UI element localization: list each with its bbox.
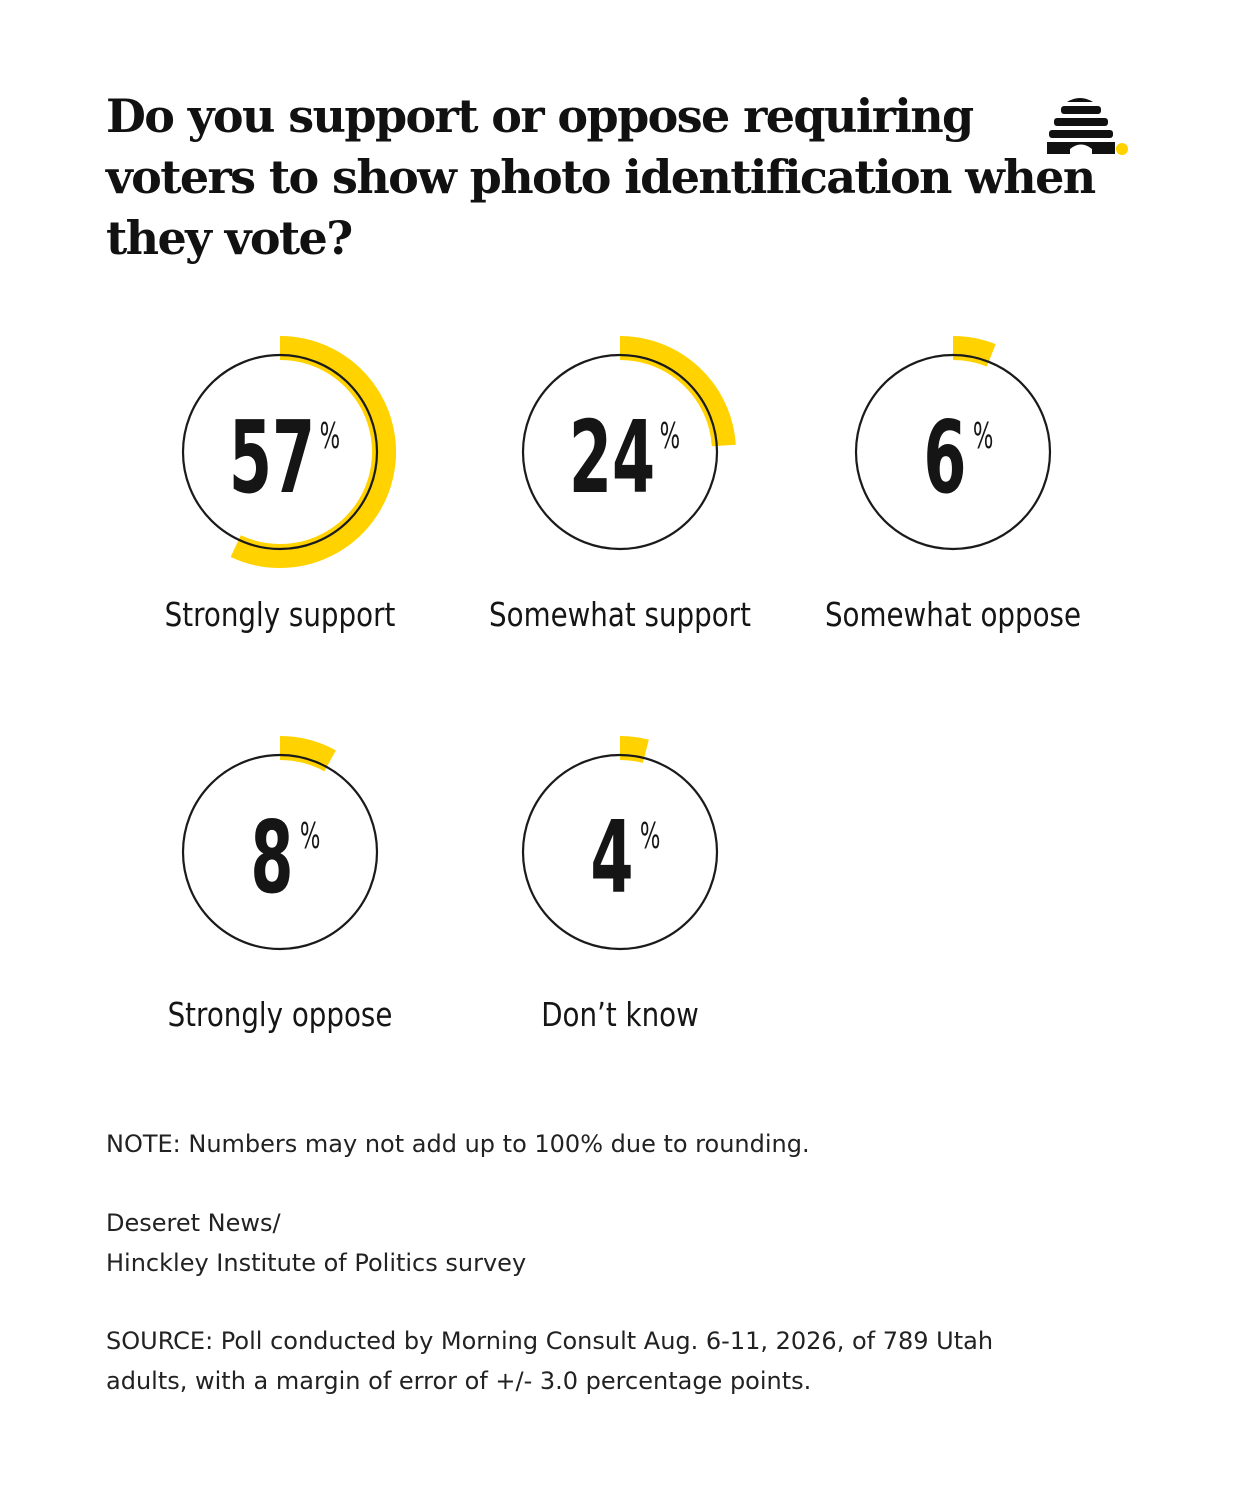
value-label-don-t-know: 4 — [590, 799, 634, 917]
source-line-1: SOURCE: Poll conducted by Morning Consult Aug. 6-11, 2026, of 789 Utah — [106, 1327, 994, 1355]
donut-somewhat-support — [489, 348, 751, 635]
category-label-don-t-know: Don’t know — [541, 996, 699, 1035]
source-line-2: adults, with a margin of error of +/- 3.0 percentage points. — [106, 1367, 812, 1395]
credit-line-1: Deseret News/ — [106, 1209, 281, 1237]
category-label-somewhat-support: Somewhat support — [489, 596, 751, 635]
donut-somewhat-oppose — [825, 348, 1081, 635]
donut-strongly-support — [165, 348, 396, 635]
title-line-2: voters to show photo identification when — [106, 150, 1095, 204]
donut-strongly-oppose — [168, 748, 393, 1035]
percent-sign-strongly-oppose: % — [299, 814, 321, 857]
percent-sign-somewhat-oppose: % — [972, 414, 994, 457]
value-label-strongly-oppose: 8 — [250, 799, 294, 917]
value-label-strongly-support: 57 — [228, 399, 316, 517]
percent-sign-somewhat-support: % — [659, 414, 681, 457]
footer-note: NOTE: Numbers may not add up to 100% due to rounding. — [106, 1130, 810, 1158]
footer-credit — [106, 1203, 1146, 1283]
footer-source — [106, 1321, 1146, 1401]
value-arc-don-t-know — [620, 748, 646, 751]
category-label-strongly-support: Strongly support — [164, 596, 396, 635]
title-line-1: Do you support or oppose requiring — [106, 89, 973, 143]
category-label-somewhat-oppose: Somewhat oppose — [824, 596, 1082, 635]
value-label-somewhat-support: 24 — [568, 399, 656, 517]
percent-sign-don-t-know: % — [639, 814, 661, 857]
donut-don-t-know — [523, 748, 717, 1035]
title-line-3: they vote? — [106, 211, 352, 265]
credit-line-2: Hinckley Institute of Politics survey — [106, 1249, 527, 1277]
percent-sign-strongly-support: % — [319, 414, 341, 457]
value-label-somewhat-oppose: 6 — [923, 399, 967, 517]
category-label-strongly-oppose: Strongly oppose — [167, 996, 393, 1035]
